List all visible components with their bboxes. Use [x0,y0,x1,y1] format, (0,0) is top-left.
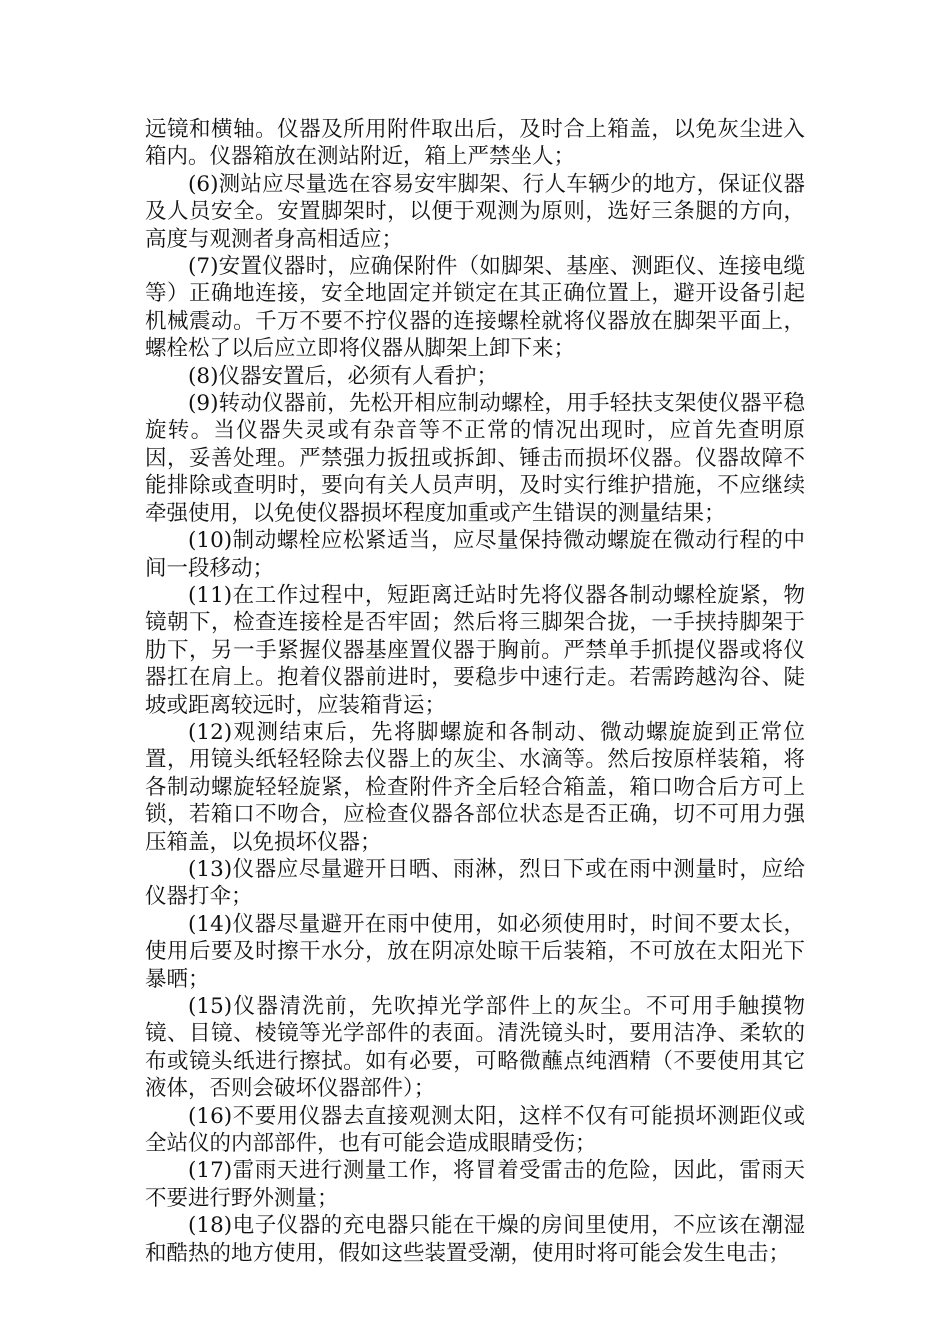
paragraph-item-11: (11)在工作过程中，短距离迁站时先将仪器各制动螺栓旋紧，物镜朝下，检查连接栓是否牢固；然后将三脚架合拢，一手挟持脚架于肋下，另一手紧握仪器基座置仪器于胸前。严禁单手抓提仪器或将仪器扛在肩上。抱着仪器前进时，要稳步中速行走。若需跨越沟谷、陡坡或距离较远时，应装箱背运； [145,582,805,718]
paragraph-item-7: (7)安置仪器时，应确保附件（如脚架、基座、测距仪、连接电缆等）正确地连接，安全地固定并锁定在其正确位置上，避开设备引起机械震动。千万不要不拧仪器的连接螺栓就将仪器放在脚架平面上，螺栓松了以后应立即将仪器从脚架上卸下来； [145,254,805,362]
paragraph-continuation: 远镜和横轴。仪器及所用附件取出后，及时合上箱盖，以免灰尘进入箱内。仪器箱放在测站附近，箱上严禁坐人； [145,117,805,170]
paragraph-item-9: (9)转动仪器前，先松开相应制动螺栓，用手轻扶支架使仪器平稳旋转。当仪器失灵或有杂音等不正常的情况出现时，应首先查明原因，妥善处理。严禁强力扳扭或拆卸、锤击而损坏仪器。仪器故障不能排除或查明时，要向有关人员声明，及时实行维护措施，不应继续牵强使用，以免使仪器损坏程度加重或产生错误的测量结果； [145,391,805,526]
paragraph-item-13: (13)仪器应尽量避开日晒、雨淋，烈日下或在雨中测量时，应给仪器打伞； [145,856,805,910]
paragraph-item-12: (12)观测结束后，先将脚螺旋和各制动、微动螺旋旋到正常位置，用镜头纸轻轻除去仪器上的灰尘、水滴等。然后按原样装箱，将各制动螺旋轻轻旋紧，检查附件齐全后轻合箱盖，箱口吻合后方可上锁，若箱口不吻合，应检查仪器各部位状态是否正确，切不可用力强压箱盖，以免损坏仪器； [145,719,805,855]
paragraph-item-8: (8)仪器安置后，必须有人看护； [188,363,498,389]
paragraph-item-17: (17)雷雨天进行测量工作，将冒着受雷击的危险，因此，雷雨天不要进行野外测量； [145,1158,805,1211]
paragraph-item-15: (15)仪器清洗前，先吹掉光学部件上的灰尘。不可用手触摸物镜、目镜、棱镜等光学部件的表面。清洗镜头时，要用洁净、柔软的布或镜头纸进行擦拭。如有必要，可略微蘸点纯酒精（不要使用其它液体，否则会破坏仪器部件）； [145,994,805,1102]
paragraph-item-6: (6)测站应尽量选在容易安牢脚架、行人车辆少的地方，保证仪器及人员安全。安置脚架时，以便于观测为原则，选好三条腿的方向，高度与观测者身高相适应； [145,171,805,252]
paragraph-item-10: (10)制动螺栓应松紧适当，应尽量保持微动螺旋在微动行程的中间一段移动； [145,528,805,581]
paragraph-item-18: (18)电子仪器的充电器只能在干燥的房间里使用，不应该在潮湿和酷热的地方使用，假如这些装置受潮，使用时将可能会发生电击； [145,1213,805,1266]
document-body [145,116,805,1267]
paragraph-item-14: (14)仪器尽量避开在雨中使用，如必须使用时，时间不要太长，使用后要及时擦干水分，放在阴凉处晾干后装箱，不可放在太阳光下暴晒； [145,911,805,992]
paragraph-item-16: (16)不要用仪器去直接观测太阳，这样不仅有可能损坏测距仪或全站仪的内部部件，也有可能会造成眼睛受伤； [145,1103,805,1157]
